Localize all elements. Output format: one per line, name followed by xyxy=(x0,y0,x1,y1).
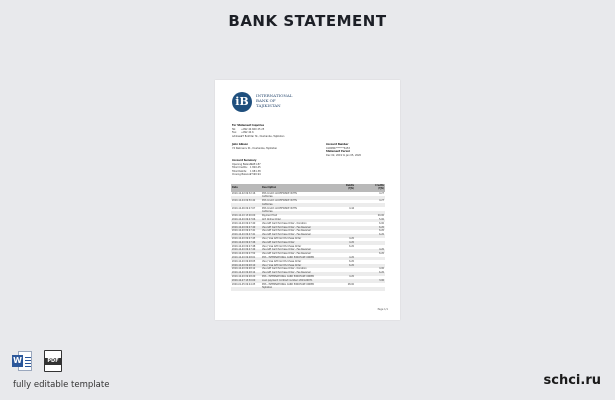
cell-date: 2019-12-04 09:50:42 xyxy=(232,199,256,203)
cell-description: POS Credit: ACCEPTANCE IN FIN xyxy=(262,191,297,195)
statement-document xyxy=(215,80,400,320)
cell-description: Payment Tcell xyxy=(262,214,277,218)
cell-credits: 5.00 xyxy=(355,219,385,223)
cell-credits: 6.00 xyxy=(379,221,384,225)
summary-key: Closing Balance: xyxy=(232,173,252,177)
cell-credits: 6.20 xyxy=(379,252,384,256)
cell-date: 2019-12-20 09:47:40 xyxy=(232,221,256,225)
cell-date: 2019-12-20 09:47:48 xyxy=(232,244,256,248)
account-number: 4100807******6153 xyxy=(326,146,350,150)
cell-description: Visa Gift Card Purchase Order - Fee Reversal xyxy=(261,249,325,253)
account-number-heading: Account Number xyxy=(326,143,349,146)
cell-description: Visa Gift Card Purchase Order - Fee Reversal xyxy=(261,272,325,276)
inquiries-value: +992 44 600 25 25 xyxy=(241,127,265,131)
cell-description: Visa Gift Card Purchase Order - Fee Reversal xyxy=(261,234,325,238)
cell-credits: 6.20 xyxy=(379,229,384,233)
cell-date: 2019-12-20 09:48:12 xyxy=(232,267,256,271)
pdf-label: PDF xyxy=(44,358,62,365)
account-block xyxy=(326,143,361,157)
cell-description: POS Credit: ACCEPTANCE IN FIN xyxy=(262,199,297,203)
cell-debits: 28.00 xyxy=(347,282,354,286)
cell-date: 2019-12-20 09:47:41 xyxy=(232,229,256,233)
inquiries-key: Tel: xyxy=(232,127,236,131)
cell-debits: 4.44 xyxy=(349,206,354,210)
cell-date: 2019-12-20 09:47:52 xyxy=(232,252,256,256)
cell-credits: 3.00 xyxy=(355,279,385,283)
cell-date xyxy=(231,287,261,291)
account-summary-block xyxy=(232,159,261,177)
bank-logo-icon: iB xyxy=(232,92,252,112)
inquiries-key: Address: xyxy=(232,134,243,138)
cell-description: POS - INTERNATIONAL CARD PURCHASE ORDER xyxy=(262,275,315,279)
cell-description: POS - INTERNATIONAL CARD PURCHASE ORDER xyxy=(261,257,325,261)
inquiries-heading: For Statement Inquiries xyxy=(232,124,265,127)
cell-date: 2019-12-02 09:32:16 xyxy=(232,191,256,195)
statement-period: Dec 02, 2019 to Jan 05, 2020 xyxy=(326,153,362,157)
cell-date: 2019-12-20 09:47:46 xyxy=(231,241,261,245)
cell-date: 2019-12-20 09:48:20 xyxy=(232,275,256,279)
cell-date: 2019-12-20 09:48:05 xyxy=(232,259,256,263)
cell-debits xyxy=(325,287,355,291)
column-header-debits: Debits (TJS) xyxy=(325,184,355,192)
cell-credits: 20.00 xyxy=(377,214,384,218)
cell-debits: 4.20 xyxy=(349,237,354,241)
page-title: BANK STATEMENT xyxy=(228,12,387,30)
cell-date: 2019-12-20 09:47:06 xyxy=(231,219,261,223)
cell-description: POS - INTERNATIONAL CARD PURCHASE ORDER xyxy=(262,282,315,286)
cell-date: 2019-12-20 09:48:14 xyxy=(231,272,261,276)
cell-date: 2019-12-27 13:30:00 xyxy=(231,279,261,283)
cell-date: 2019-12-20 09:48:01 xyxy=(231,257,261,261)
summary-key: Opening Balance: xyxy=(232,162,254,166)
word-document-icon xyxy=(12,350,32,372)
bank-name: INTERNATIONAL BANK OF TAJIKISTAN xyxy=(256,93,293,108)
cell-credits: 4.20 xyxy=(355,249,385,253)
cell-debits: 4.20 xyxy=(325,241,355,245)
summary-value: 7 590.94 xyxy=(250,173,261,177)
summary-key: Total Credits: xyxy=(232,166,248,170)
summary-value: 1 681.38 xyxy=(250,169,261,173)
cell-description: Tejikistan xyxy=(261,287,325,291)
transactions-table xyxy=(231,184,385,291)
cell-credits xyxy=(355,287,385,291)
word-letter: W xyxy=(13,356,22,365)
table-header-row xyxy=(231,184,385,192)
summary-value: 1 820.45 xyxy=(250,166,261,170)
cell-debits: 6.20 xyxy=(325,264,355,268)
pdf-document-icon xyxy=(42,350,62,372)
cell-credits: 6.20 xyxy=(355,272,385,276)
cell-date: 2019-12-20 09:47:45 xyxy=(232,237,256,241)
cell-description: Visa Gift Card Purchase Order xyxy=(261,241,325,245)
editable-template-caption: fully editable template xyxy=(13,380,110,390)
cell-date: 2020-01-05 09:44:25 xyxy=(232,282,256,286)
customer-block xyxy=(232,143,277,150)
column-header-credits: Credits (TJS) xyxy=(355,184,385,192)
cell-debits: 6.20 xyxy=(349,244,354,248)
cell-debits: 4.20 xyxy=(349,275,354,279)
summary-value: 7 451.87 xyxy=(250,162,261,166)
inquiries-value: +992 44 6 xyxy=(241,131,254,135)
page-number: Page 1/1 xyxy=(377,308,388,311)
column-header-description: Description xyxy=(261,184,325,192)
cell-credits: 6.20 xyxy=(355,234,385,238)
cell-date: 2019-12-06 09:47:07 xyxy=(232,206,256,210)
cell-description: POS Credit: ACCEPTANCE IN FIN xyxy=(262,206,297,210)
customer-name: John Gibson xyxy=(232,143,249,146)
inquiries-value: 27 Bokhtar St., Dushanbe, Tajikistan xyxy=(241,134,285,138)
cell-debits: 4.20 xyxy=(325,257,355,261)
cell-debits: 6.20 xyxy=(349,259,354,263)
cell-description: Visa / Visa Gift Card Purchase Order xyxy=(262,244,302,248)
cell-description: Visa Gift Card Purchase Order - Fee Reversal xyxy=(262,229,311,233)
cell-credits: 6.20 xyxy=(355,226,385,230)
cell-date: 2019-12-20 09:48:10 xyxy=(231,264,261,268)
summary-heading: Account Summary xyxy=(232,159,257,162)
customer-address: 74 Nekrasov St., Dushanbe, Tajikistan xyxy=(232,146,278,150)
cell-description: Alif: Online Order xyxy=(261,219,325,223)
cell-date: 2019-12-20 09:47:49 xyxy=(231,249,261,253)
cell-description: Loan payment: Contract number: 2019-00071 xyxy=(261,279,325,283)
inquiries-block xyxy=(232,124,284,138)
table-row xyxy=(231,287,385,291)
cell-date: 2019-12-10 13:00:00 xyxy=(232,214,256,218)
cell-description: Visa Gift Card Purchase Order - Donation xyxy=(262,267,307,271)
cell-description: Visa / Visa Gift Card Purchase Order xyxy=(262,259,302,263)
format-icons xyxy=(12,350,66,372)
cell-description: Visa Gift Card Purchase Order - Fee Reversal xyxy=(262,252,311,256)
cell-description: Caf-Korea xyxy=(261,211,325,215)
brand-watermark: schci.ru xyxy=(543,373,601,388)
cell-credits: 4.00 xyxy=(379,267,384,271)
summary-key: Total Debits: xyxy=(232,169,247,173)
cell-description: Visa / Visa Gift Card Purchase Order xyxy=(262,237,302,241)
statement-period-heading: Statement Period xyxy=(326,150,350,154)
cell-description: Caf-Korea xyxy=(261,196,325,200)
inquiries-key: Fax: xyxy=(232,131,237,135)
cell-description: Visa Gift Card Purchase Order - Donation xyxy=(262,221,307,225)
column-header-date: Date xyxy=(231,184,261,192)
cell-description: Caf-Korea xyxy=(261,203,325,207)
cell-description: Visa Gift Card Purchase Order - Fee Reversal xyxy=(261,226,325,230)
cell-date: 2019-12-20 09:47:40 xyxy=(231,226,261,230)
cell-credits: 4.27 xyxy=(379,199,384,203)
cell-description: Visa / Visa Gift Card Purchase Order xyxy=(261,264,325,268)
cell-date: 2019-12-20 09:47:41 xyxy=(231,234,261,238)
cell-credits: 4.27 xyxy=(379,191,384,195)
